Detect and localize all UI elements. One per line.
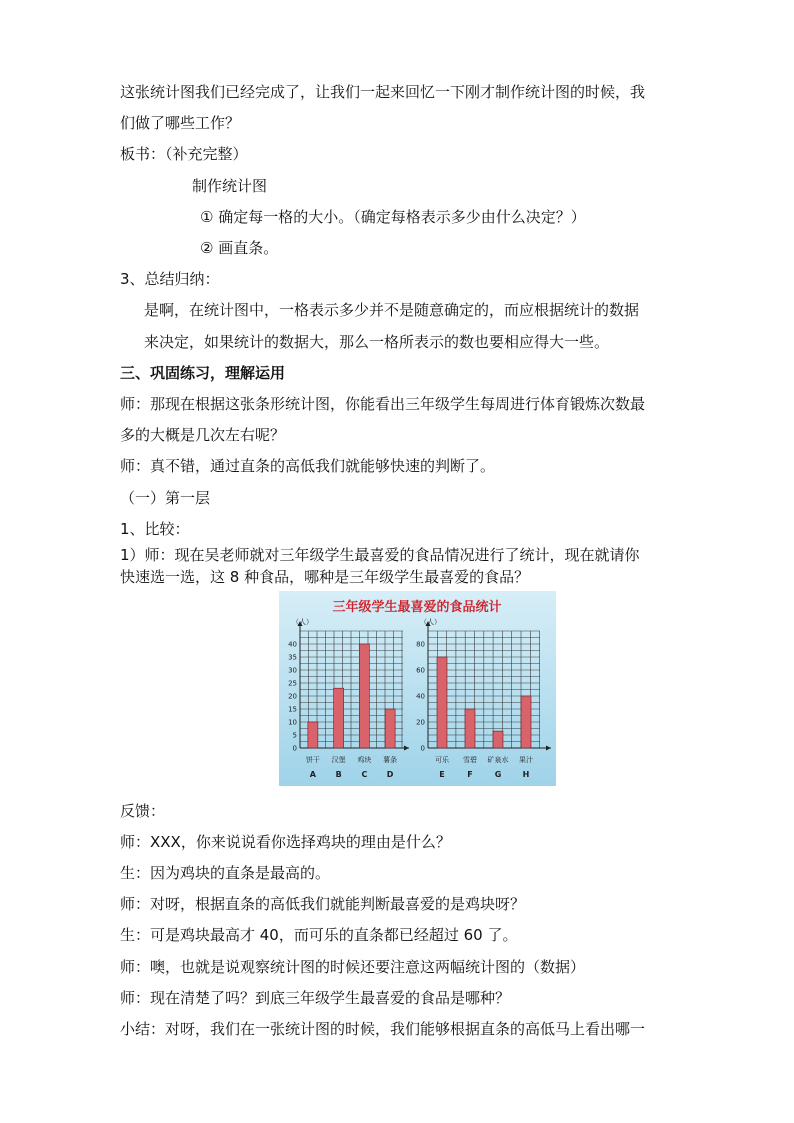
y-tick-label: 30 bbox=[288, 666, 297, 675]
text-line: 快速选一选，这 8 种食品，哪种是三年级学生最喜爱的食品？ bbox=[120, 568, 530, 586]
y-axis-label: （人） bbox=[292, 618, 313, 626]
text-line: 板书：（补充完整） bbox=[120, 145, 248, 163]
text-line: 这张统计图我们已经完成了，让我们一起来回忆一下刚才制作统计图的时候，我 bbox=[120, 83, 646, 101]
text-line: 师：XXX，你来说说看你选择鸡块的理由是什么？ bbox=[120, 833, 451, 851]
text-line: 来决定，如果统计的数据大，那么一格所表示的数也要相应得大一些。 bbox=[144, 333, 610, 351]
y-tick-label: 60 bbox=[416, 666, 425, 675]
category-label: 薯条 bbox=[383, 756, 398, 764]
text-line: 师：现在清楚了吗？到底三年级学生最喜爱的食品是哪种？ bbox=[120, 989, 511, 1007]
option-letter: D bbox=[386, 770, 394, 779]
text-line: 师：真不错，通过直条的高低我们就能够快速的判断了。 bbox=[120, 457, 496, 475]
bar bbox=[437, 657, 447, 748]
option-letter: E bbox=[439, 770, 445, 779]
category-label: 可乐 bbox=[435, 756, 449, 764]
text-line: 制作统计图 bbox=[192, 177, 268, 195]
bar bbox=[465, 709, 475, 748]
text-line: 小结：对呀，我们在一张统计图的时候，我们能够根据直条的高低马上看出哪一 bbox=[120, 1020, 646, 1038]
y-tick-label: 20 bbox=[288, 692, 297, 701]
text-line: 生：可是鸡块最高才 40，而可乐的直条都已经超过 60 了。 bbox=[120, 926, 518, 944]
text-line: 是啊，在统计图中，一格表示多少并不是随意确定的，而应根据统计的数据 bbox=[144, 301, 640, 319]
y-tick-label: 5 bbox=[292, 731, 297, 740]
text-line: 们做了哪些工作？ bbox=[120, 114, 241, 132]
y-tick-label: 40 bbox=[416, 692, 425, 701]
bar bbox=[308, 722, 318, 748]
option-letter: C bbox=[361, 770, 368, 779]
text-line: 反馈： bbox=[120, 802, 166, 820]
category-label: 饼干 bbox=[305, 756, 320, 764]
text-line: 生：因为鸡块的直条是最高的。 bbox=[120, 864, 331, 882]
y-tick-label: 0 bbox=[292, 744, 297, 753]
text-line: 师：那现在根据这张条形统计图，你能看出三年级学生每周进行体育锻炼次数最 bbox=[120, 395, 646, 413]
category-label: 果汁 bbox=[519, 756, 533, 764]
y-tick-label: 10 bbox=[288, 718, 297, 727]
food-chart-figure bbox=[279, 591, 556, 786]
text-line: 3、总结归纳： bbox=[120, 270, 220, 288]
text-line: 1）师：现在吴老师就对三年级学生最喜爱的食品情况进行了统计，现在就请你 bbox=[120, 546, 640, 564]
text-line: 师：对呀，根据直条的高低我们就能判断最喜爱的是鸡块呀？ bbox=[120, 895, 526, 913]
bar bbox=[521, 696, 531, 748]
y-tick-label: 15 bbox=[288, 705, 297, 714]
option-letter: F bbox=[467, 770, 473, 779]
y-tick-label: 0 bbox=[420, 744, 425, 753]
option-letter: H bbox=[522, 770, 530, 779]
x-axis-arrow-icon bbox=[404, 746, 409, 751]
category-label: 鸡块 bbox=[357, 756, 372, 764]
text-line: ② 画直条。 bbox=[200, 239, 279, 257]
bar bbox=[359, 644, 369, 748]
text-line: 1、比较： bbox=[120, 520, 190, 538]
bar bbox=[493, 731, 503, 748]
category-label: 矿泉水 bbox=[487, 756, 509, 764]
y-tick-label: 25 bbox=[288, 679, 297, 688]
chart-title: 三年级学生最喜爱的食品统计 bbox=[332, 600, 502, 615]
food-chart-svg bbox=[279, 591, 556, 786]
y-tick-label: 40 bbox=[288, 640, 297, 649]
bar bbox=[385, 709, 395, 748]
option-letter: A bbox=[309, 770, 316, 779]
y-tick-label: 20 bbox=[416, 718, 425, 727]
bar bbox=[334, 688, 344, 748]
category-label: 雪碧 bbox=[463, 756, 477, 764]
y-tick-label: 80 bbox=[416, 640, 425, 649]
text-line: 多的大概是几次左右呢？ bbox=[120, 426, 286, 444]
text-line: ① 确定每一格的大小。（确定每格表示多少由什么决定？） bbox=[200, 208, 586, 226]
x-axis-arrow-icon bbox=[546, 746, 551, 751]
option-letter: G bbox=[494, 770, 502, 779]
category-label: 汉堡 bbox=[331, 756, 346, 764]
y-axis-label: （人） bbox=[420, 618, 441, 626]
y-tick-label: 35 bbox=[288, 653, 297, 662]
text-line: 师：噢，也就是说观察统计图的时候还要注意这两幅统计图的（数据） bbox=[120, 958, 586, 976]
text-line: （一）第一层 bbox=[120, 489, 211, 507]
section-heading: 三、巩固练习，理解运用 bbox=[120, 364, 286, 382]
option-letter: B bbox=[335, 770, 342, 779]
